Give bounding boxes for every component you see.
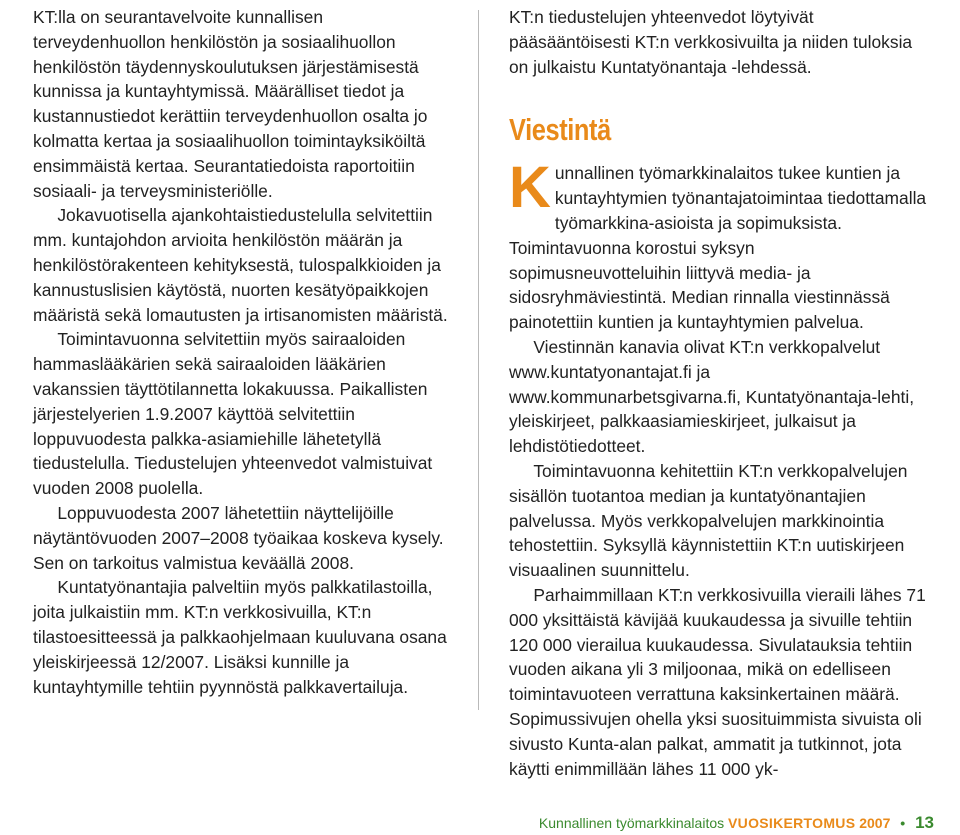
right-paragraph-1: Viestinnän kanavia olivat KT:n verkkopalvelut www.kuntatyonantajat.fi ja www.kommunarbetsgivarna.fi, Kuntatyönantaja-lehti, yleiskirjeet, palkkaasiamieskirjeet, julkaisut ja lehdistötiedotteet. bbox=[509, 336, 915, 457]
section-heading-viestinta: Viestintä bbox=[509, 112, 611, 148]
footer-bullet: • bbox=[900, 815, 906, 831]
left-paragraph-1: KT:lla on seurantavelvoite kunnallisen terveydenhuollon henkilöstön ja sosiaalihuollon henkilöstön täydennyskoulutuksen järjestämisestä kunnissa ja kuntayhtymissä. Määrälliset tiedot ja kustannustiedot kerättiin terveydenhuollon osalta jo kolmatta kertaa ja sosiaalihuollon toimintayksiköiltä ensimmäistä kertaa. Seurantatiedoista raportoitiin sosiaali- ja terveysministeriölle. bbox=[33, 7, 428, 201]
left-paragraph-4: Loppuvuodesta 2007 lähetettiin näyttelijöille näytäntövuoden 2007–2008 työaikaa koskeva kysely. Sen on tarkoitus valmistua keväällä 2008. bbox=[33, 502, 444, 573]
footer-organization: Kunnallinen työmarkkinalaitos bbox=[538, 815, 725, 831]
dropcap-paragraph bbox=[509, 155, 927, 335]
page-footer bbox=[539, 815, 934, 831]
left-column bbox=[33, 5, 452, 699]
footer-report-title: VUOSIKERTOMUS bbox=[728, 815, 856, 831]
page-number: 13 bbox=[915, 813, 934, 832]
right-paragraph-3: Parhaimmillaan KT:n verkkosivuilla vieraili lähes 71 000 yksittäistä kävijää kuukaudessa ja sivuille tehtiin 120 000 vierailua kuukaudessa. Sivulatauksia tehtiin vuoden aikana yli 3 miljoonaa, mikä on edelliseen toimintavuoteen verrattuna kaksinkertainen määrä. Sopimussivujen ohella yksi suosituimmista sivuista oli sivusto Kunta-alan palkat, ammatit ja tutkinnot, jota käytti enimmillään lähes 11 000 yk- bbox=[509, 584, 926, 779]
dropcap-paragraph-text: unnallinen työmarkkinalaitos tukee kuntien ja kuntayhtymien työnantajatoimintaa tiedottamalla työmarkkina-asioista ja sopimuksista. Toimintavuonna korostui syksyn sopimusneuvotteluihin liittyvä media- ja sidosryhmäviestintä. Median rinnalla viestinnässä painotettiin kuntien ja kuntayhtymien palvelua. bbox=[509, 163, 927, 333]
left-paragraph-5: Kuntatyönantajia palveltiin myös palkkatilastoilla, joita julkaistiin mm. KT:n verkkosivuilla, KT:n tilastoesitteessä ja palkkaohjelmaan kuuluvana osana yleiskirjeessä 12/2007. Lisäksi kunnille ja kuntayhtymille tehtiin pyynnöstä palkkavertailuja. bbox=[33, 577, 447, 697]
right-column bbox=[509, 5, 927, 781]
column-divider bbox=[478, 10, 479, 710]
left-paragraph-2: Jokavuotisella ajankohtaistiedustelulla selvitettiin mm. kuntajohdon arvioita henkilöstön määrän ja henkilöstörakenteen kehityksestä, tulospalkkioiden ja kannustuslisien käytöstä, nuorten kesätyöpaikkojen määristä sekä lomautusten ja irtisanomisten määristä. bbox=[33, 205, 448, 325]
footer-year: 2007 bbox=[859, 815, 891, 831]
left-paragraph-3: Toimintavuonna selvitettiin myös sairaaloiden hammaslääkärien sekä sairaaloiden lääkärien vakanssien täyttötilannetta lokakuussa. Paikallisten järjestelyerien 1.9.2007 käyttöä selvitettiin loppuvuodesta palkka-asiamiehille lähetetyllä tiedustelulla. Tiedustelujen yhteenvedot valmistuivat vuoden 2008 puolella. bbox=[33, 329, 433, 499]
right-intro-paragraph: KT:n tiedustelujen yhteenvedot löytyivät pääsääntöisesti KT:n verkkosivuilta ja niiden tuloksia on julkaistu Kuntatyönantaja -lehdessä. bbox=[509, 7, 913, 77]
dropcap-letter: K bbox=[509, 155, 551, 221]
right-paragraph-2: Toimintavuonna kehitettiin KT:n verkkopalvelujen sisällön tuotantoa median ja kuntatyönantajien palvelussa. Myös verkkopalvelujen markkinointia tehostettiin. Syksyllä käynnistettiin KT:n uutiskirjeen visuaalinen suunnittelu. bbox=[509, 460, 908, 581]
